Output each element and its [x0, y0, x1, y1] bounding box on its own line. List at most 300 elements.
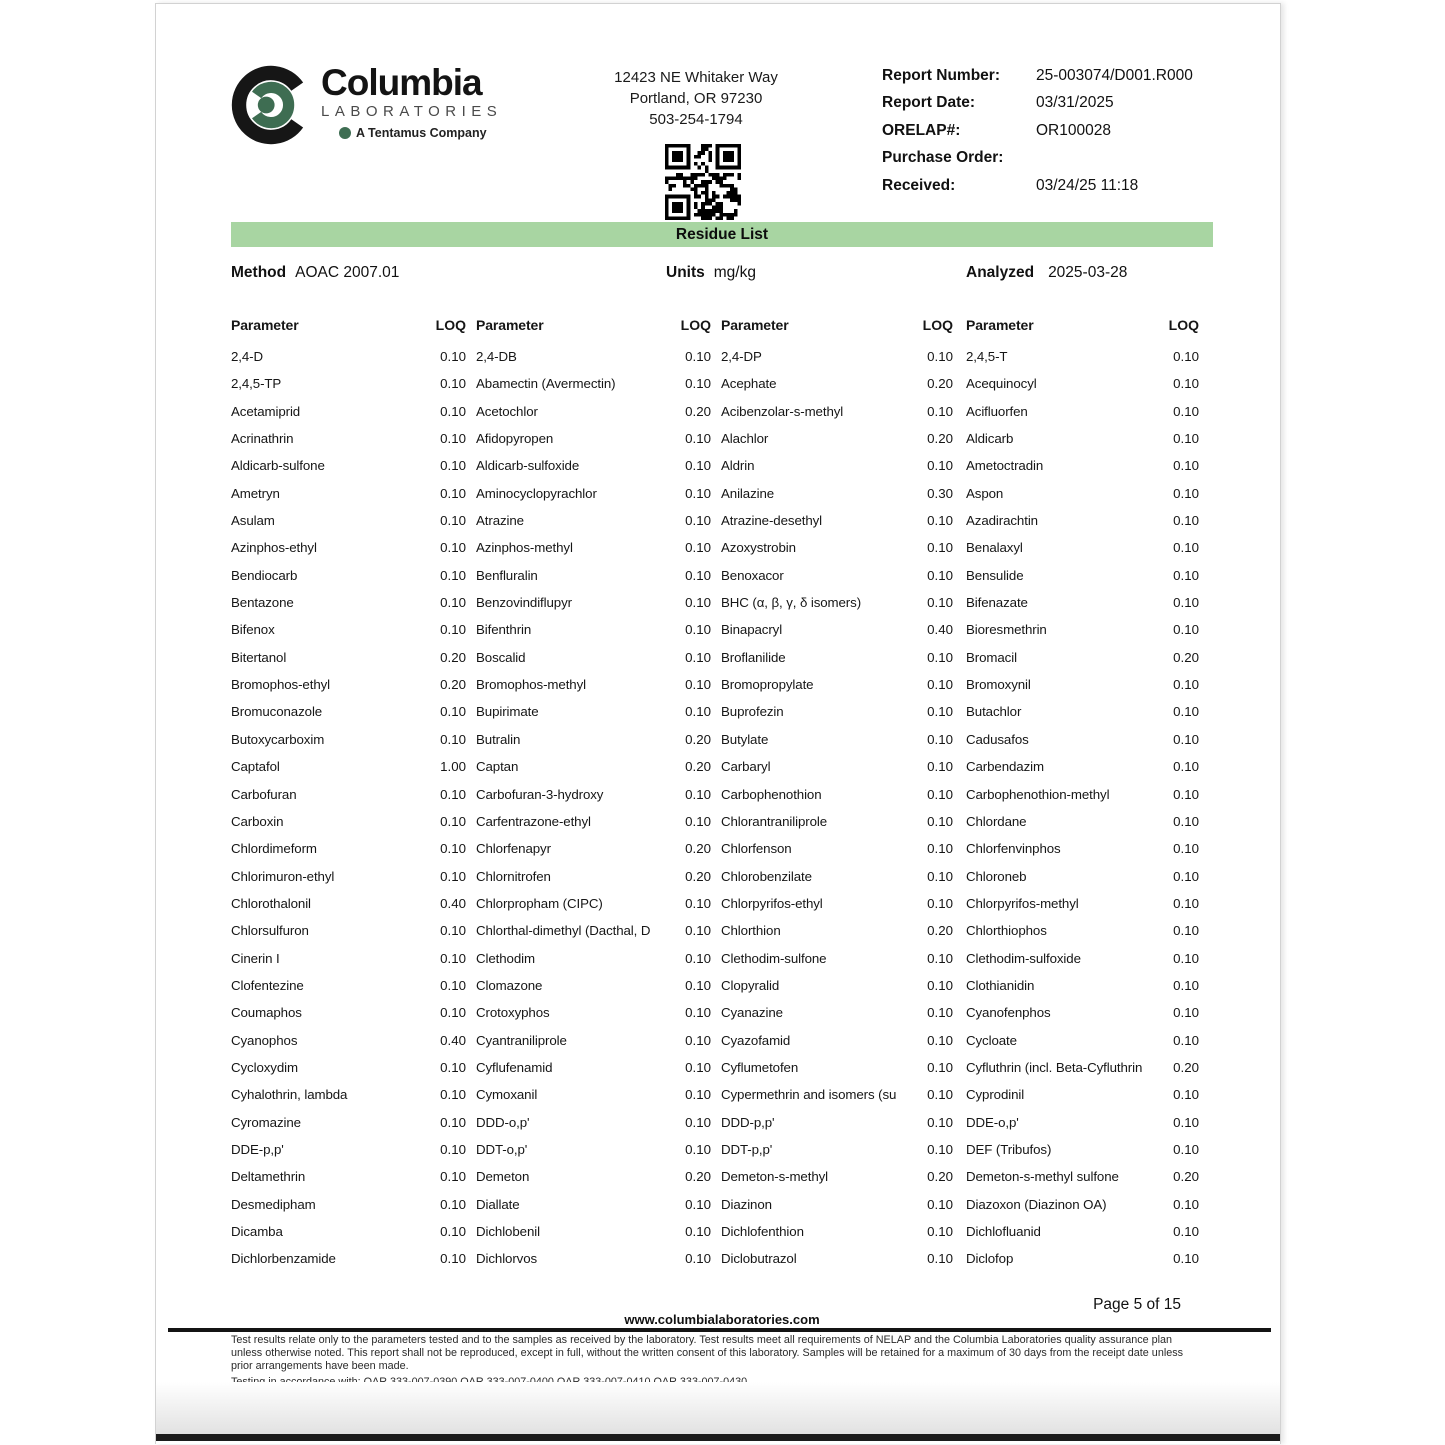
table-row: [476, 1142, 711, 1169]
parameter-name: Bentazone: [231, 595, 294, 611]
parameter-name: Chloroneb: [966, 868, 1027, 884]
loq-value: 0.10: [685, 540, 711, 556]
parameter-name: Butylate: [721, 731, 769, 747]
parameter-name: DDE-p,p': [231, 1141, 284, 1157]
parameter-name: Aminocyclopyrachlor: [476, 485, 597, 501]
table-row: [966, 1169, 1199, 1196]
table-row: [721, 1142, 953, 1169]
table-row: [966, 951, 1199, 978]
table-row: [721, 923, 953, 950]
parameter-name: Bifenthrin: [476, 622, 532, 638]
parameter-name: Chlorpropham (CIPC): [476, 895, 603, 911]
parameter-name: Aldicarb: [966, 431, 1014, 447]
parameter-name: Bromacil: [966, 649, 1017, 665]
units-label: Units: [666, 264, 705, 281]
loq-value: 1.00: [440, 759, 466, 775]
loq-value: 0.10: [685, 950, 711, 966]
parameter-name: Chlorothalonil: [231, 895, 311, 911]
parameter-name: Carbophenothion-methyl: [966, 786, 1110, 802]
units-value: mg/kg: [713, 264, 756, 281]
table-row: [966, 622, 1199, 649]
parameter-name: Clethodim-sulfoxide: [966, 950, 1081, 966]
parameter-name: DDE-o,p': [966, 1114, 1019, 1130]
address-line: Portland, OR 97230: [629, 90, 763, 107]
parameter-name: Chlorthion: [721, 923, 781, 939]
analyzed-field: [966, 264, 1127, 282]
loq-value: 0.20: [1173, 649, 1199, 665]
table-row: [231, 458, 466, 485]
parameter-name: Chlordimeform: [231, 841, 317, 857]
loq-value: 0.10: [440, 731, 466, 747]
tentamus-globe-icon: [339, 127, 351, 139]
table-row: [721, 896, 953, 923]
table-row: [231, 732, 466, 759]
parameter-name: Clomazone: [476, 977, 543, 993]
table-row: [231, 841, 466, 868]
table-row: [476, 978, 711, 1005]
loq-value: 0.10: [927, 1141, 953, 1157]
table-row: [721, 595, 953, 622]
report-field-value: 03/31/2025: [1036, 94, 1114, 112]
parameter-name: Bromophos-methyl: [476, 677, 586, 693]
parameter-name: Anilazine: [721, 485, 775, 501]
table-row: [231, 595, 466, 622]
parameter-name: Atrazine-desethyl: [721, 513, 823, 529]
table-row: [476, 376, 711, 403]
loq-value: 0.10: [440, 950, 466, 966]
table-row: [721, 1033, 953, 1060]
loq-value: 0.40: [440, 1032, 466, 1048]
loq-value: 0.10: [440, 1059, 466, 1075]
loq-value: 0.10: [1173, 923, 1199, 939]
loq-value: 0.10: [440, 923, 466, 939]
parameter-name: Acetamiprid: [231, 403, 301, 419]
table-row: [476, 486, 711, 513]
table-row: [476, 431, 711, 458]
table-row: [476, 650, 711, 677]
table-row: [966, 1251, 1199, 1278]
loq-value: 0.10: [685, 595, 711, 611]
website-link: www.columbialaboratories.com: [624, 1312, 820, 1327]
parameter-name: Cyanazine: [721, 1005, 783, 1021]
analyzed-value: 2025-03-28: [1048, 264, 1128, 281]
table-row: [476, 869, 711, 896]
parameter-name: Acrinathrin: [231, 431, 294, 447]
parameter-name: Chlornitrofen: [476, 868, 551, 884]
parameter-name: Cadusafos: [966, 731, 1029, 747]
loq-value: 0.10: [927, 813, 953, 829]
table-row: [966, 896, 1199, 923]
table-row: [966, 568, 1199, 595]
parameter-name: Bupirimate: [476, 704, 539, 720]
loq-value: 0.10: [1173, 977, 1199, 993]
parameter-name: Bromopropylate: [721, 677, 814, 693]
loq-value: 0.10: [685, 1196, 711, 1212]
parameter-name: Captafol: [231, 759, 280, 775]
table-row: [231, 923, 466, 950]
loq-value: 0.10: [927, 1251, 953, 1267]
table-row: [231, 1169, 466, 1196]
parameter-name: Cyanofenphos: [966, 1005, 1051, 1021]
loq-value: 0.20: [1173, 1059, 1199, 1075]
table-row: [231, 896, 466, 923]
parameter-name: Chlorthiophos: [966, 923, 1047, 939]
table-row: [721, 704, 953, 731]
parameter-name: Chlorfenvinphos: [966, 841, 1061, 857]
report-field-label: Report Date:: [882, 94, 976, 112]
parameter-name: Acifluorfen: [966, 403, 1028, 419]
loq-header: LOQ: [435, 317, 466, 333]
table-row: [966, 923, 1199, 950]
parameter-header: Parameter: [966, 317, 1034, 333]
parameter-name: Alachlor: [721, 431, 769, 447]
loq-value: 0.10: [1173, 786, 1199, 802]
parameter-name: Bifenox: [231, 622, 275, 638]
loq-value: 0.10: [927, 759, 953, 775]
report-field-row: [882, 177, 1193, 204]
table-row: [476, 1169, 711, 1196]
table-row: [721, 814, 953, 841]
report-field-row: [882, 149, 1193, 176]
disclaimer-text: [231, 1334, 1276, 1389]
table-row: [721, 1197, 953, 1224]
table-row: [476, 814, 711, 841]
loq-value: 0.10: [685, 1005, 711, 1021]
loq-value: 0.10: [1173, 895, 1199, 911]
parameter-name: Chlorobenzilate: [721, 868, 812, 884]
table-row: [231, 622, 466, 649]
table-row: [721, 1251, 953, 1278]
table-row: [721, 787, 953, 814]
parameter-name: Asulam: [231, 513, 275, 529]
loq-value: 0.10: [1173, 1141, 1199, 1157]
table-row: [231, 951, 466, 978]
table-row: [966, 1142, 1199, 1169]
parameter-name: Bendiocarb: [231, 567, 298, 583]
parameter-name: Cypermethrin and isomers (su: [721, 1087, 897, 1103]
loq-value: 0.10: [685, 1087, 711, 1103]
parameter-name: Cinerin I: [231, 950, 280, 966]
report-field-label: ORELAP#:: [882, 121, 961, 139]
units-field: [666, 264, 756, 282]
parameter-name: Acibenzolar-s-methyl: [721, 403, 844, 419]
loq-value: 0.10: [927, 649, 953, 665]
parameter-name: Chlorfenson: [721, 841, 792, 857]
loq-value: 0.10: [1173, 567, 1199, 583]
parameter-name: Chlorantraniliprole: [721, 813, 828, 829]
brand-name: Columbia: [321, 62, 482, 103]
parameter-name: Aldrin: [721, 458, 755, 474]
table-row: [231, 1033, 466, 1060]
table-row: [721, 841, 953, 868]
table-row: [231, 1115, 466, 1142]
loq-value: 0.10: [440, 458, 466, 474]
loq-value: 0.10: [440, 1224, 466, 1239]
loq-value: 0.10: [440, 1114, 466, 1130]
table-row: [721, 1060, 953, 1087]
loq-value: 0.10: [1173, 540, 1199, 556]
residue-column: [476, 317, 711, 1279]
loq-value: 0.10: [685, 1114, 711, 1130]
loq-value: 0.10: [685, 1059, 711, 1075]
parameter-name: Chlordane: [966, 813, 1027, 829]
loq-value: 0.10: [440, 813, 466, 829]
loq-value: 0.10: [440, 977, 466, 993]
loq-value: 0.10: [685, 458, 711, 474]
parameter-name: Clethodim-sulfone: [721, 950, 827, 966]
loq-value: 0.10: [1173, 677, 1199, 693]
parameter-name: Carbofuran-3-hydroxy: [476, 786, 604, 802]
loq-value: 0.10: [440, 540, 466, 556]
loq-value: 0.10: [927, 513, 953, 529]
loq-value: 0.10: [927, 868, 953, 884]
table-row: [476, 704, 711, 731]
table-row: [231, 1251, 466, 1278]
parameter-name: Dichlorvos: [476, 1251, 538, 1267]
loq-value: 0.10: [927, 950, 953, 966]
table-row: [721, 458, 953, 485]
page-number: Page 5 of 15: [1093, 1296, 1181, 1313]
loq-value: 0.10: [927, 786, 953, 802]
parameter-name: Aldicarb-sulfone: [231, 458, 325, 474]
loq-value: 0.20: [927, 376, 953, 392]
table-row: [476, 622, 711, 649]
loq-value: 0.20: [927, 431, 953, 447]
parameter-name: Diallate: [476, 1196, 520, 1212]
parameter-name: Diazoxon (Diazinon OA): [966, 1196, 1107, 1212]
table-row: [966, 540, 1199, 567]
table-row: [966, 978, 1199, 1005]
table-row: [966, 787, 1199, 814]
loq-value: 0.10: [1173, 841, 1199, 857]
report-info: [882, 67, 1193, 204]
parameter-name: Butachlor: [966, 704, 1022, 720]
table-row: [231, 376, 466, 403]
parameter-name: Cymoxanil: [476, 1087, 538, 1103]
parameter-name: Benfluralin: [476, 567, 538, 583]
parameter-name: Dichlofluanid: [966, 1224, 1041, 1239]
parameter-name: Dichlobenil: [476, 1224, 540, 1239]
loq-value: 0.10: [440, 1087, 466, 1103]
loq-value: 0.20: [685, 868, 711, 884]
table-row: [966, 513, 1199, 540]
table-row: [721, 622, 953, 649]
column-header-row: [966, 317, 1199, 341]
loq-value: 0.10: [685, 1141, 711, 1157]
residue-column: [966, 317, 1199, 1279]
column-header-row: [231, 317, 466, 341]
parameter-name: Cycloxydim: [231, 1059, 298, 1075]
parameter-name: Dicamba: [231, 1224, 283, 1239]
parameter-name: Dichlorbenzamide: [231, 1251, 336, 1267]
parameter-name: Carbaryl: [721, 759, 771, 775]
report-field-row: [882, 94, 1193, 121]
parameter-name: Clethodim: [476, 950, 535, 966]
parameter-name: Crotoxyphos: [476, 1005, 550, 1021]
residue-column: [721, 317, 953, 1279]
table-row: [721, 513, 953, 540]
analyzed-label: Analyzed: [966, 264, 1035, 281]
table-row: [721, 540, 953, 567]
parameter-name: BHC (α, β, γ, δ isomers): [721, 595, 862, 611]
table-row: [231, 404, 466, 431]
parameter-name: Cyantraniliprole: [476, 1032, 567, 1048]
table-row: [721, 431, 953, 458]
report-field-label: Received:: [882, 176, 956, 194]
table-row: [476, 568, 711, 595]
loq-value: 0.10: [685, 567, 711, 583]
table-row: [231, 704, 466, 731]
table-row: [966, 1087, 1199, 1114]
loq-value: 0.20: [685, 841, 711, 857]
loq-value: 0.10: [440, 1169, 466, 1185]
table-row: [476, 1060, 711, 1087]
table-row: [966, 650, 1199, 677]
table-row: [231, 978, 466, 1005]
section-banner: [231, 222, 1213, 247]
parameter-name: Ametoctradin: [966, 458, 1044, 474]
loq-value: 0.10: [927, 704, 953, 720]
parameter-name: Azinphos-methyl: [476, 540, 573, 556]
report-field-value: 03/24/25 11:18: [1036, 176, 1139, 194]
method-value: AOAC 2007.01: [295, 264, 400, 281]
parameter-name: 2,4,5-TP: [231, 376, 282, 392]
loq-value: 0.10: [927, 349, 953, 364]
loq-value: 0.10: [440, 786, 466, 802]
table-row: [966, 759, 1199, 786]
address-line: 12423 NE Whitaker Way: [614, 69, 778, 86]
table-row: [966, 1224, 1199, 1251]
table-row: [966, 732, 1199, 759]
loq-value: 0.20: [927, 923, 953, 939]
table-row: [966, 841, 1199, 868]
loq-value: 0.20: [685, 759, 711, 775]
loq-value: 0.10: [927, 540, 953, 556]
disclaimer-line: Test results relate only to the parameters tested and to the samples as received by the laboratory. Test results meet all requirements of NELAP and the Columbia Laboratories quality assurance plan: [231, 1334, 1173, 1346]
column-header-row: [476, 317, 711, 341]
parameter-name: Abamectin (Avermectin): [476, 376, 616, 392]
lab-address: [556, 67, 836, 130]
method-field: [231, 264, 399, 282]
company-logo: [231, 64, 502, 146]
method-label: Method: [231, 264, 287, 281]
table-row: [231, 1224, 466, 1251]
loq-value: 0.10: [1173, 813, 1199, 829]
columbia-logo-icon: [231, 64, 311, 146]
table-row: [966, 486, 1199, 513]
table-row: [721, 677, 953, 704]
parameter-name: Bromuconazole: [231, 704, 323, 720]
table-row: [721, 349, 953, 376]
table-row: [476, 841, 711, 868]
loq-value: 0.10: [927, 677, 953, 693]
table-row: [966, 1115, 1199, 1142]
loq-value: 0.10: [685, 376, 711, 392]
table-row: [476, 759, 711, 786]
parameter-name: Cyazofamid: [721, 1032, 791, 1048]
loq-value: 0.10: [1173, 622, 1199, 638]
table-row: [721, 568, 953, 595]
parameter-name: Azoxystrobin: [721, 540, 796, 556]
parameter-name: Carboxin: [231, 813, 284, 829]
loq-value: 0.10: [1173, 513, 1199, 529]
table-row: [721, 1087, 953, 1114]
loq-value: 0.10: [927, 1087, 953, 1103]
report-field-row: [882, 67, 1193, 94]
loq-value: 0.10: [440, 595, 466, 611]
table-row: [231, 1197, 466, 1224]
table-row: [966, 376, 1199, 403]
loq-value: 0.10: [440, 841, 466, 857]
loq-value: 0.10: [927, 1114, 953, 1130]
loq-value: 0.10: [1173, 704, 1199, 720]
parameter-name: Cyhalothrin, lambda: [231, 1087, 348, 1103]
parameter-name: Chlorpyrifos-methyl: [966, 895, 1079, 911]
loq-value: 0.10: [685, 677, 711, 693]
parameter-name: DDD-p,p': [721, 1114, 775, 1130]
parameter-name: DDD-o,p': [476, 1114, 530, 1130]
loq-header: LOQ: [680, 317, 711, 333]
loq-value: 0.10: [685, 923, 711, 939]
loq-value: 0.10: [927, 895, 953, 911]
parameter-name: Carbophenothion: [721, 786, 822, 802]
table-row: [231, 568, 466, 595]
parameter-name: Coumaphos: [231, 1005, 302, 1021]
loq-value: 0.10: [440, 349, 466, 364]
table-row: [476, 896, 711, 923]
table-row: [231, 486, 466, 513]
loq-value: 0.10: [1173, 1251, 1199, 1267]
table-row: [231, 814, 466, 841]
loq-value: 0.20: [927, 1169, 953, 1185]
loq-value: 0.10: [685, 485, 711, 501]
residue-column: [231, 317, 466, 1279]
parameter-name: Cyromazine: [231, 1114, 301, 1130]
loq-value: 0.10: [685, 1032, 711, 1048]
parameter-name: Butralin: [476, 731, 521, 747]
loq-value: 0.10: [440, 431, 466, 447]
table-row: [721, 759, 953, 786]
loq-value: 0.10: [440, 868, 466, 884]
loq-value: 0.10: [1173, 431, 1199, 447]
loq-header: LOQ: [922, 317, 953, 333]
loq-value: 0.10: [1173, 731, 1199, 747]
parameter-name: Dichlofenthion: [721, 1224, 804, 1239]
table-row: [966, 704, 1199, 731]
parameter-name: Diazinon: [721, 1196, 772, 1212]
parameter-name: Clofentezine: [231, 977, 304, 993]
table-row: [966, 458, 1199, 485]
parameter-name: Carbofuran: [231, 786, 297, 802]
parameter-name: Afidopyropen: [476, 431, 554, 447]
loq-value: 0.10: [1173, 759, 1199, 775]
report-field-value: OR100028: [1036, 121, 1111, 139]
loq-value: 0.10: [685, 1224, 711, 1239]
table-row: [231, 787, 466, 814]
report-field-row: [882, 122, 1193, 149]
table-row: [476, 1087, 711, 1114]
parameter-name: Demeton: [476, 1169, 530, 1185]
table-row: [721, 978, 953, 1005]
loq-value: 0.10: [440, 403, 466, 419]
parameter-name: Benalaxyl: [966, 540, 1023, 556]
table-row: [231, 1087, 466, 1114]
table-row: [231, 759, 466, 786]
parameter-name: Bifenazate: [966, 595, 1028, 611]
table-row: [721, 869, 953, 896]
parameter-name: Deltamethrin: [231, 1169, 306, 1185]
parameter-name: Azadirachtin: [966, 513, 1038, 529]
